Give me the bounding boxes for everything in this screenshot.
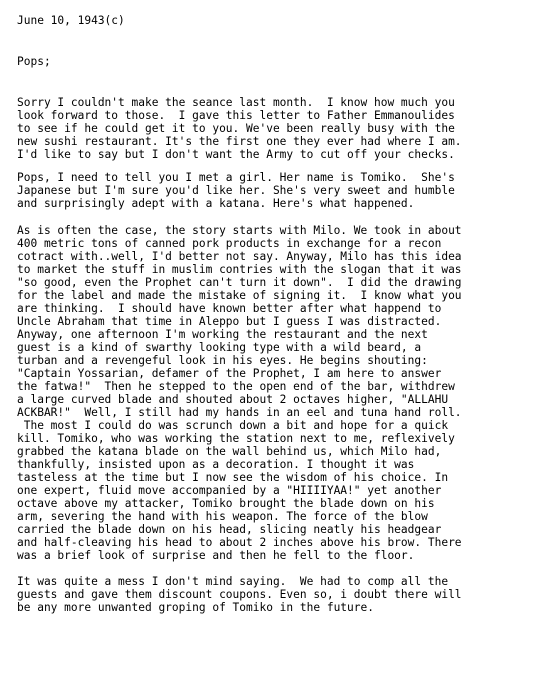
text-line: a large curved blade and shouted about 2 octaves higher, "ALLAHU (17, 393, 449, 406)
text-line: Anyway, one afternoon I'm working the restaurant and the next (17, 328, 428, 341)
text-line: arm, severing the hand with his weapon. The force of the blow (17, 510, 428, 523)
text-line: cotract with..well, I'd better not say. Anyway, Milo has this idea (17, 250, 462, 263)
text-line: Japanese but I'm sure you'd like her. She's very sweet and humble (17, 184, 455, 197)
text-line: carried the blade down on his head, slicing neatly his headgear (17, 523, 442, 536)
text-line: turban and a revengeful look in his eyes. He begins shouting: (17, 354, 428, 367)
text-line: As is often the case, the story starts with Milo. We took in about (17, 224, 462, 237)
text-line: guest is a kind of swarthy looking type with a wild beard, a (17, 341, 422, 354)
text-line: "so good, even the Prophet can't turn it down". I did the drawing (17, 276, 462, 289)
text-line: tasteless at the time but I now see the wisdom of his choice. In (17, 471, 449, 484)
text-line: be any more unwanted groping of Tomiko in the future. (17, 601, 374, 614)
text-line: look forward to those. I gave this letter to Father Emmanoulides (17, 109, 455, 122)
text-line: Sorry I couldn't make the seance last month. I know how much you (17, 96, 455, 109)
text-line: one expert, fluid move accompanied by a "HIIIIYAA!" yet another (17, 484, 442, 497)
text-line: to market the stuff in muslim contries with the slogan that it was (17, 263, 462, 276)
text-line: kill. Tomiko, who was working the station next to me, reflexively (17, 432, 455, 445)
text-line: guests and gave them discount coupons. Even so, i doubt there will (17, 588, 462, 601)
text-line: the fatwa!" Then he stepped to the open end of the bar, withdrew (17, 380, 455, 393)
text-line: Uncle Abraham that time in Aleppo but I guess I was distracted. (17, 315, 442, 328)
text-line: I'd like to say but I don't want the Army to cut off your checks. (17, 148, 455, 161)
text-line: 400 metric tons of canned pork products in exchange for a recon (17, 237, 442, 250)
text-line: to see if he could get it to you. We've been really busy with the (17, 122, 455, 135)
text-line: Pops, I need to tell you I met a girl. Her name is Tomiko. She's (17, 171, 455, 184)
text-line: It was quite a mess I don't mind saying. We had to comp all the (17, 575, 449, 588)
text-line: new sushi restaurant. It's the first one they ever had where I am. (17, 135, 462, 148)
text-line: The most I could do was scrunch down a bit and hope for a quick (17, 419, 449, 432)
letter-date: June 10, 1943(c) (17, 14, 125, 27)
text-line: grabbed the katana blade on the wall behind us, which Milo had, (17, 445, 442, 458)
text-line: ACKBAR!" Well, I still had my hands in an eel and tuna hand roll. (17, 406, 462, 419)
text-line: was a brief look of surprise and then he fell to the floor. (17, 549, 415, 562)
text-line: octave above my attacker, Tomiko brought the blade down on his (17, 497, 435, 510)
text-line: and surprisingly adept with a katana. Here's what happened. (17, 197, 415, 210)
letter-salutation: Pops; (17, 55, 51, 68)
text-line: "Captain Yossarian, defamer of the Prophet, I am here to answer (17, 367, 442, 380)
text-line: for the label and made the mistake of signing it. I know what you (17, 289, 462, 302)
text-line: thankfully, insisted upon as a decoration. I thought it was (17, 458, 415, 471)
text-line: and half-cleaving his head to about 2 inches above his brow. There (17, 536, 462, 549)
text-line: are thinking. I should have known better after what happend to (17, 302, 442, 315)
